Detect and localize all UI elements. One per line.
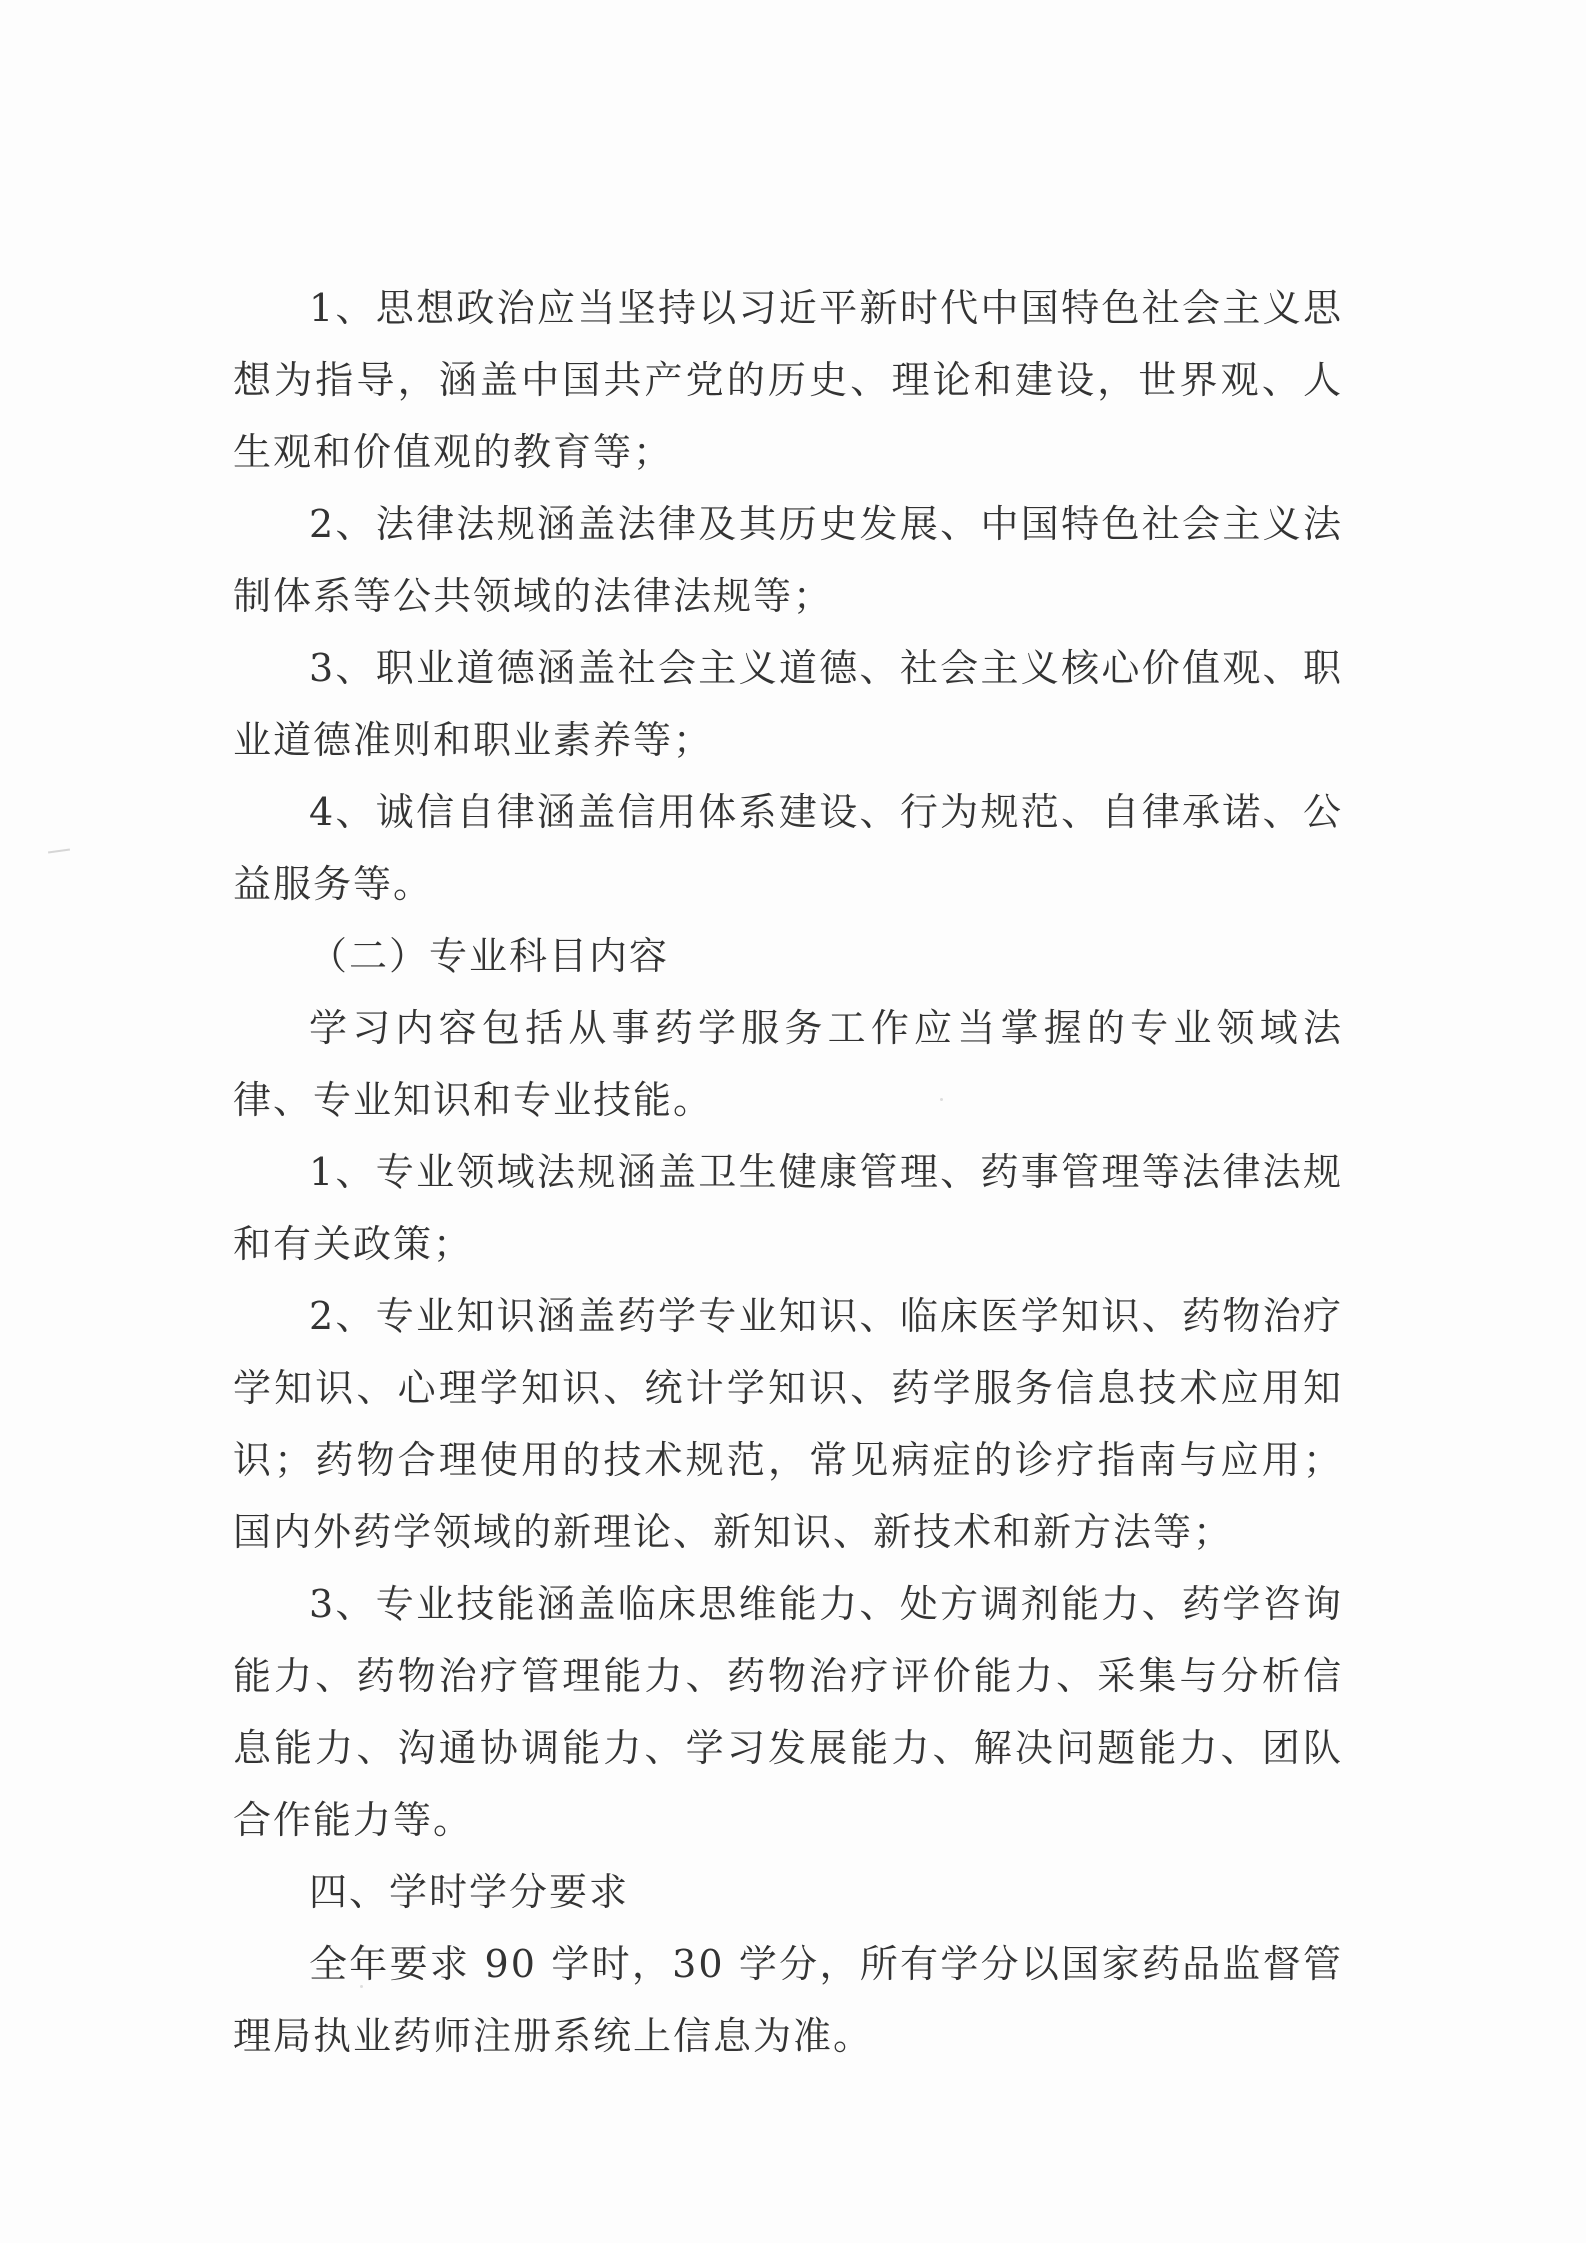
document-body (233, 272, 1343, 2072)
paragraph-regulations: 1、专业领域法规涵盖卫生健康管理、药事管理等法律法规和有关政策； (233, 1150, 1343, 1266)
paragraph-knowledge: 2、专业知识涵盖药学专业知识、临床医学知识、药物治疗学知识、心理学知识、统计学知识、药学服务信息技术应用知识；药物合理使用的技术规范，常见病症的诊疗指南与应用；国内外药学领域的新理论、新知识、新技术和新方法等； (233, 1294, 1343, 1554)
paragraph-credit-requirements: 全年要求 90 学时，30 学分，所有学分以国家药品监督管理局执业药师注册系统上信息为准。 (233, 1942, 1343, 2058)
paragraph-law: 2、法律法规涵盖法律及其历史发展、中国特色社会主义法制体系等公共领域的法律法规等； (233, 502, 1343, 618)
section-heading-professional-subjects: （二）专业科目内容 (309, 934, 670, 978)
section-heading-credit-requirements: 四、学时学分要求 (309, 1870, 630, 1914)
scan-artifact (48, 848, 70, 853)
paragraph-skills: 3、专业技能涵盖临床思维能力、处方调剂能力、药学咨询能力、药物治疗管理能力、药物治疗评价能力、采集与分析信息能力、沟通协调能力、学习发展能力、解决问题能力、团队合作能力等。 (233, 1582, 1343, 1842)
paragraph-study-content: 学习内容包括从事药学服务工作应当掌握的专业领域法律、专业知识和专业技能。 (233, 1006, 1343, 1122)
paragraph-ethics: 3、职业道德涵盖社会主义道德、社会主义核心价值观、职业道德准则和职业素养等； (233, 646, 1343, 762)
paragraph-integrity: 4、诚信自律涵盖信用体系建设、行为规范、自律承诺、公益服务等。 (233, 790, 1343, 906)
paragraph-politics: 1、思想政治应当坚持以习近平新时代中国特色社会主义思想为指导，涵盖中国共产党的历史、理论和建设，世界观、人生观和价值观的教育等； (233, 286, 1343, 474)
